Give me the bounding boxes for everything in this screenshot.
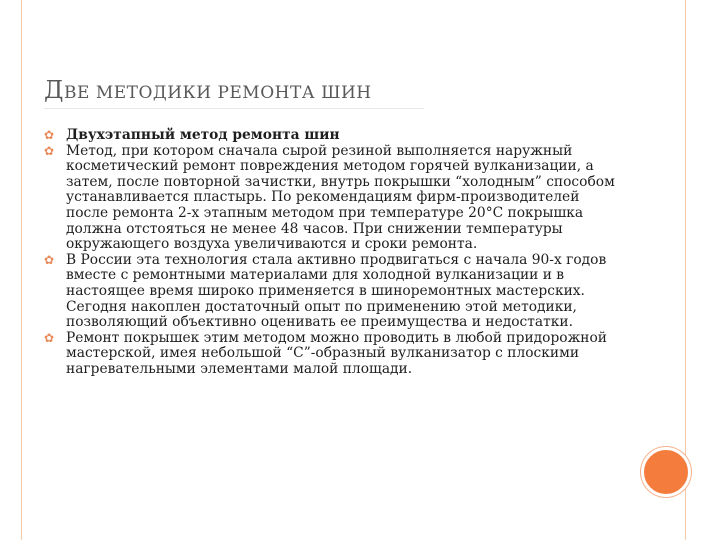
title-divider: [44, 108, 424, 109]
slide-title-initial: Д: [44, 76, 65, 104]
decorative-circle: [641, 447, 691, 497]
bullet-text: Ремонт покрышек этим методом можно проводить в любой придорожной мастерской, имея небольшой “С”-образный вулканизатор с плоскими нагревательными элементами малой площади.: [66, 329, 607, 377]
bullet-item: [44, 331, 624, 378]
bullet-item: [44, 144, 624, 253]
flower-bullet-icon: ✿: [44, 143, 55, 158]
bullet-item: [44, 128, 624, 144]
slide-title: [44, 76, 372, 104]
bullet-text: Метод, при котором сначала сырой резиной выполняется наружный косметический ремонт повреждения методом горячей вулканизации, а затем, после повторной зачистки, внутрь покрышки “холодным” способом устанавливается пластырь. По рекомендациям фирм-производителей после ремонта 2-х этапным методом при температуре 20°С покрышка должна отстояться не менее 48 часов. При снижении температуры окружающего воздуха увеличиваются и сроки ремонта.: [66, 142, 615, 253]
slide-title-rest: ВЕ МЕТОДИКИ РЕМОНТА ШИН: [64, 83, 372, 103]
bullet-text: В России эта технология стала активно продвигаться с начала 90-х годов вместе с ремонтными материалами для холодной вулканизации и в настоящее время широко применяется в шиноремонтных мастерских. Сегодня накоплен достаточный опыт по применению этой методики, позволяющий объективно оценивать ее преимущества и недостатки.: [66, 251, 607, 331]
bullet-list: [44, 128, 624, 378]
flower-bullet-icon: ✿: [44, 252, 55, 267]
bullet-item: [44, 253, 624, 331]
flower-bullet-icon: ✿: [44, 330, 55, 345]
flower-bullet-icon: ✿: [44, 128, 55, 142]
bullet-text: Двухэтапный метод ремонта шин: [66, 127, 340, 143]
